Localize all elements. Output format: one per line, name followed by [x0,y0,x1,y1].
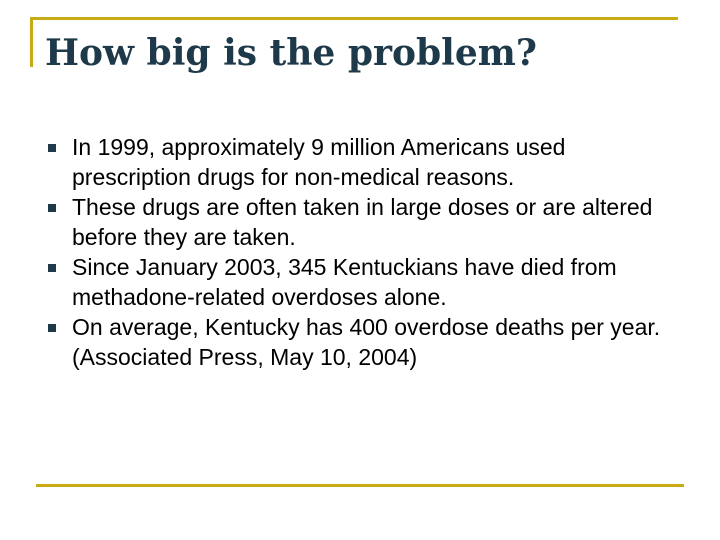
bullet-item [48,312,688,372]
bullet-item [48,132,688,192]
bullet-text: In 1999, approximately 9 million Americans used prescription drugs for non-medical reasons. [72,134,566,190]
frame-bottom-rule [36,484,684,487]
frame-left-rule [30,17,33,67]
bullet-text: Since January 2003, 345 Kentuckians have died from methadone-related overdoses alone. [72,254,617,310]
square-bullet-icon [48,324,56,332]
square-bullet-icon [48,204,56,212]
bullet-text: These drugs are often taken in large doses or are altered before they are taken. [72,194,653,250]
square-bullet-icon [48,264,56,272]
bullet-text: On average, Kentucky has 400 overdose deaths per year. (Associated Press, May 10, 2004) [72,314,661,370]
bullet-item [48,192,688,252]
slide-title: How big is the problem? [45,32,537,74]
bullet-item [48,252,688,312]
square-bullet-icon [48,144,56,152]
bullet-list [48,132,688,372]
frame-top-rule [30,17,678,20]
